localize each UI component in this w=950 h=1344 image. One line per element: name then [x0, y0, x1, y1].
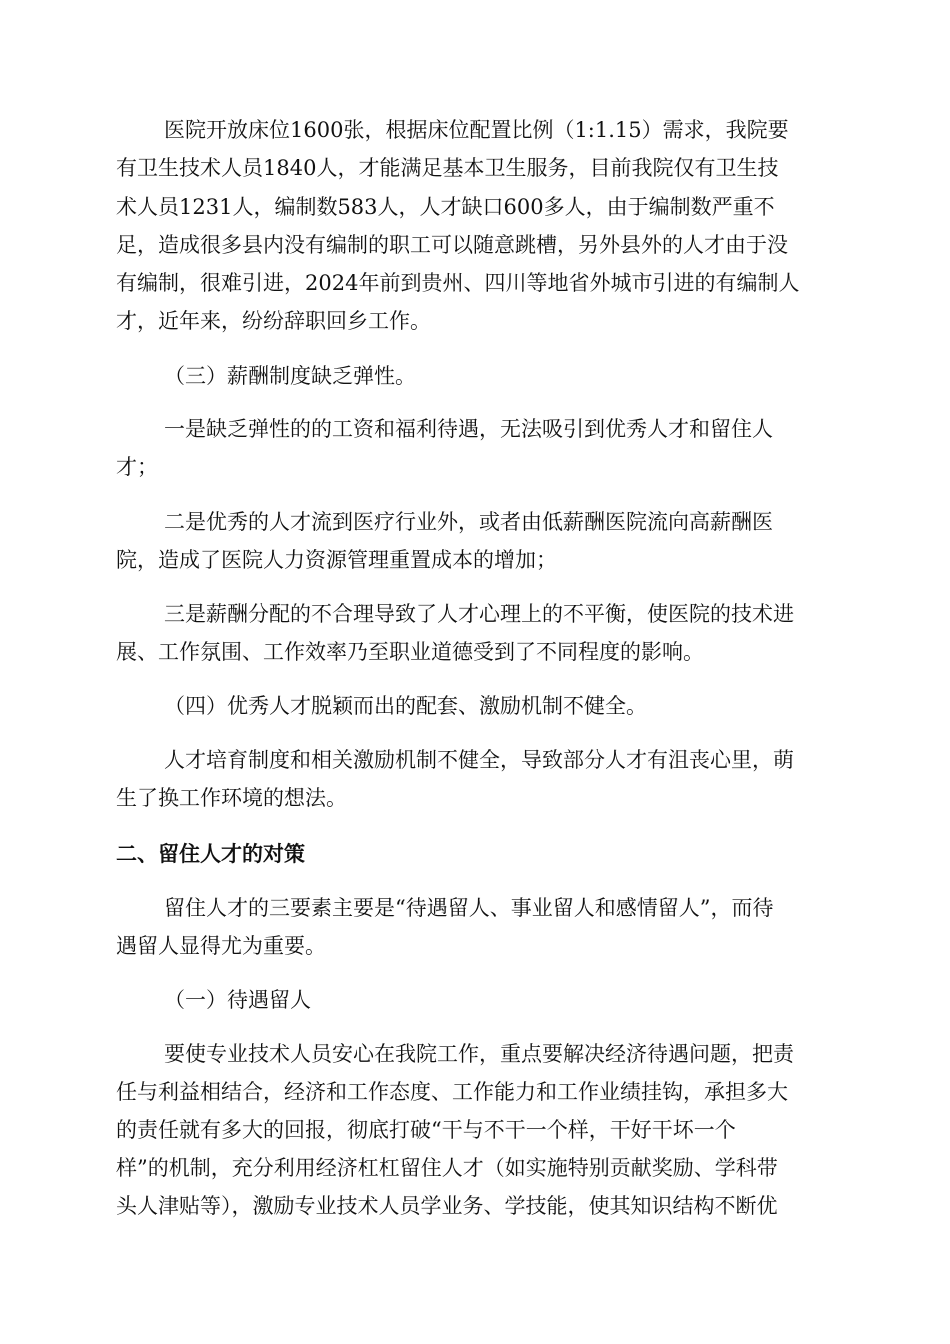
paragraph-line: 遇留人显得尤为重要。 — [116, 934, 326, 958]
paragraph-line: 的责任就有多大的回报，彻底打破“干与不干一个样，干好干坏一个 — [116, 1118, 736, 1142]
subsection-heading: （四）优秀人才脱颖而出的配套、激励机制不健全。 — [164, 694, 647, 718]
paragraph-line: 人才培育制度和相关激励机制不健全，导致部分人才有沮丧心里，萌 — [164, 748, 794, 772]
paragraph-line: 一是缺乏弹性的的工资和福利待遇，无法吸引到优秀人才和留住人 — [164, 417, 773, 441]
paragraph-line: 任与利益相结合，经济和工作态度、工作能力和工作业绩挂钩，承担多大 — [116, 1080, 788, 1104]
section-heading: 二、留住人才的对策 — [116, 842, 305, 866]
paragraph-line: 生了换工作环境的想法。 — [116, 786, 347, 810]
paragraph-line: 留住人才的三要素主要是“待遇留人、事业留人和感情留人”，而待 — [164, 896, 774, 920]
paragraph-line: 医院开放床位1600张，根据床位配置比例（1:1.15）需求，我院要 — [164, 118, 789, 142]
subsection-heading: （三）薪酬制度缺乏弹性。 — [164, 364, 416, 388]
paragraph-line: 要使专业技术人员安心在我院工作，重点要解决经济待遇问题，把责 — [164, 1042, 794, 1066]
paragraph-line: 样”的机制，充分利用经济杠杠留住人才（如实施特别贡献奖励、学科带 — [116, 1156, 778, 1180]
paragraph-line: 有卫生技术人员1840人，才能满足基本卫生服务，目前我院仅有卫生技 — [116, 156, 779, 180]
paragraph-line: 院，造成了医院人力资源管理重置成本的增加； — [116, 548, 557, 572]
paragraph-line: 头人津贴等），激励专业技术人员学业务、学技能，使其知识结构不断优 — [116, 1194, 778, 1218]
paragraph-line: 有编制，很难引进，2024年前到贵州、四川等地省外城市引进的有编制人 — [116, 271, 800, 295]
paragraph-line: 术人员1231人，编制数583人，人才缺口600多人，由于编制数严重不 — [116, 195, 775, 219]
paragraph-line: 足，造成很多县内没有编制的职工可以随意跳槽，另外县外的人才由于没 — [116, 233, 788, 257]
subsection-heading: （一）待遇留人 — [164, 988, 311, 1012]
paragraph-line: 才； — [116, 455, 158, 479]
paragraph-line: 三是薪酬分配的不合理导致了人才心理上的不平衡，使医院的技术进 — [164, 602, 794, 626]
paragraph-line: 展、工作氛围、工作效率乃至职业道德受到了不同程度的影响。 — [116, 640, 704, 664]
paragraph-line: 二是优秀的人才流到医疗行业外，或者由低薪酬医院流向高薪酬医 — [164, 510, 773, 534]
paragraph-line: 才，近年来，纷纷辞职回乡工作。 — [116, 309, 431, 333]
